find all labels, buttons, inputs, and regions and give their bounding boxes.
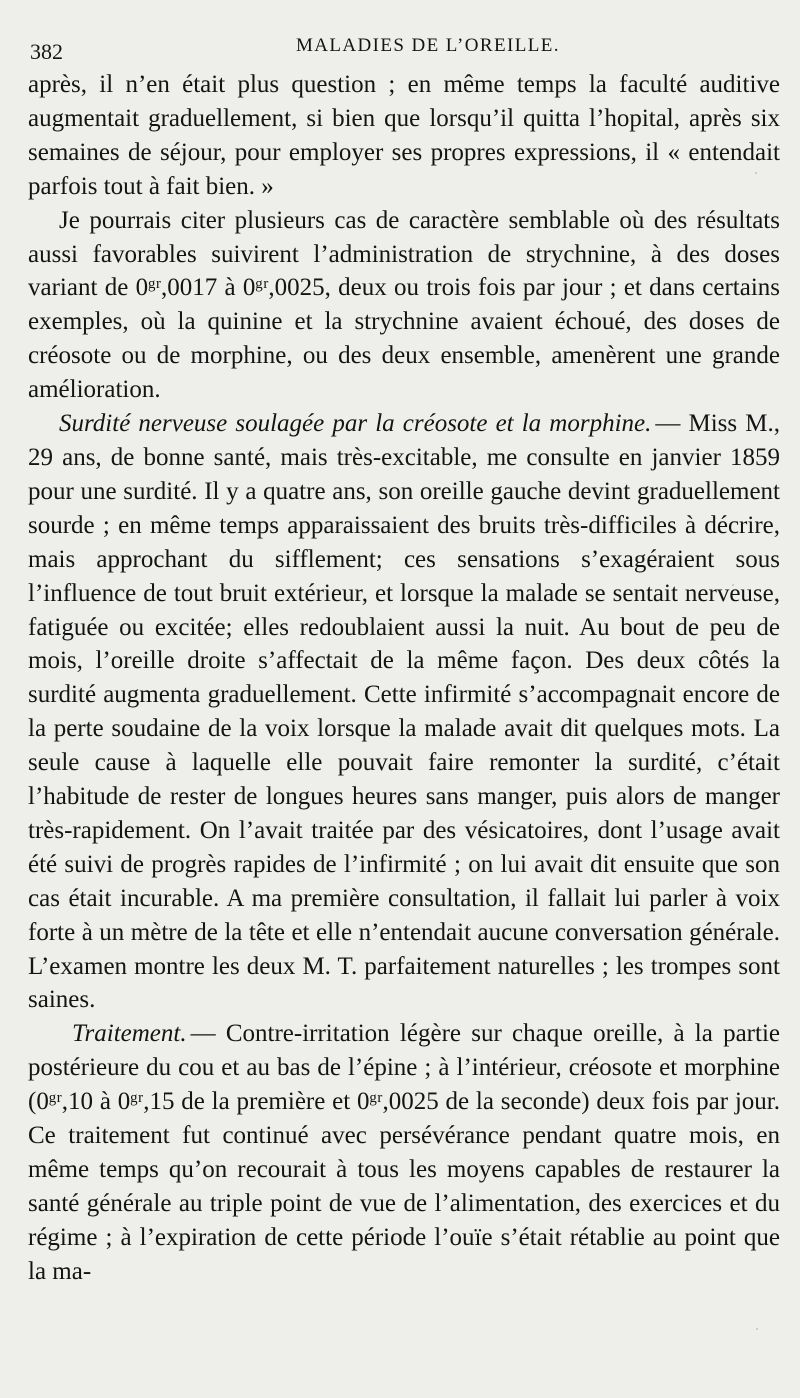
case-body: — Miss M., 29 ans, de bonne santé, mais très-excitable, me consulte en janvier 1859 pour une surdité. Il y a quatre ans, son oreille gauche devint graduellement sourde ; en même temps apparaissaient des bruits très-difficiles à décrire, mais approchant du sifflement; ces sensations s’exagéraient sous l’influence de tout bruit extérieur, et lorsque la malade se sentait nerveuse, fatiguée ou excitée; elles redoublaient aussi la nuit. Au bout de peu de mois, l’oreille droite s’affectait de la même façon. Des deux côtés la surdité augmenta graduellement. Cette infirmité s’accompagnait encore de la perte soudaine de la voix lorsque la malade avait dit quelques mots. La seule cause à laquelle elle pouvait faire remonter la surdité, c’était l’habitude de rester de longues heures sans manger, puis alors de manger très-rapidement. On l’avait traitée par des vésicatoires, dont l’usage avait été suivi de progrès rapides de l’infirmité ; on lui avait dit ensuite que son cas était incurable. A ma première consultation, il fallait lui parler à voix forte à un mètre de la tête et elle n’entendait aucune conversation générale. L’examen montre les deux M. T. parfaitement naturelles ; les trompes sont saines. (28, 410, 780, 1014)
paper-speck (732, 584, 734, 586)
page-number: 382 (30, 39, 63, 64)
paper-speck (756, 1328, 758, 1330)
page-header (30, 30, 770, 64)
case-heading: Surdité nerveuse soulagée par la créosote et la morphine. (59, 410, 652, 438)
paragraph-strychnine: Je pourrais citer plusieurs cas de caractère semblable où des résultats aussi favorables suivirent l’administration de strychnine, à des doses variant de 0ᵍʳ,0017 à 0ᵍʳ,0025, deux ou trois fois par jour ; et dans certains exemples, où la quinine et la strychnine avaient échoué, des doses de créosote ou de morphine, ou des deux ensemble, amenèrent une grande amélioration. (28, 206, 780, 404)
treatment-paragraph (28, 1017, 780, 1288)
paragraph-continuation: après, il n’en était plus question ; en même temps la faculté auditive augmentait graduellement, si bien que lorsqu’il quitta l’hopital, après six semaines de séjour, pour employer ses propres expressions, il « entendait parfois tout à fait bien. » (28, 71, 780, 200)
case-paragraph (28, 407, 780, 1017)
treatment-body: — Contre-irritation légère sur chaque oreille, à la partie postérieure du cou et au bas de l’épine ; à l’intérieur, créosote et morphine (0ᵍʳ,10 à 0ᵍʳ,15 de la première et 0ᵍʳ,0025 de la seconde) deux fois par jour. Ce traitement fut continué avec persévérance pendant quatre mois, en même temps qu’on recourait à tous les moyens capables de restaurer la santé générale au triple point de vue de l’alimentation, des exercices et du régime ; à l’expiration de cette période l’ouïe s’était rétablie au point que la ma- (28, 1020, 780, 1285)
running-title: MALADIES DE L’OREILLE. (296, 35, 560, 56)
treatment-heading: Traitement. (72, 1020, 187, 1048)
body-text (28, 68, 780, 1289)
paper-speck (755, 172, 757, 174)
